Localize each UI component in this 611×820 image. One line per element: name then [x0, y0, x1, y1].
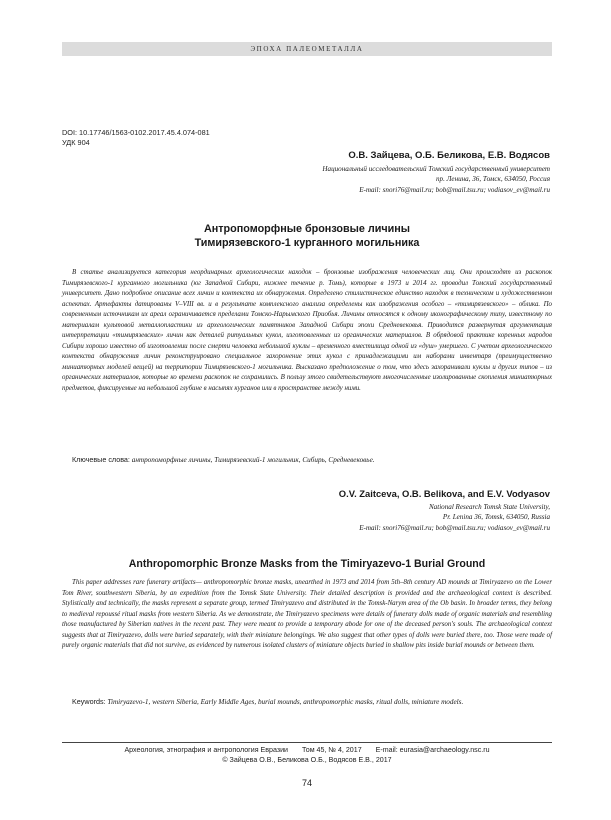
ru-keywords-text: антропоморфные личины, Тимирязевский-1 могильник, Сибирь, Средневековье.: [131, 456, 375, 464]
doi: DOI: 10.17746/1563-0102.2017.45.4.074-081: [62, 128, 210, 137]
ru-affiliation-line: Национальный исследовательский Томский государственный университет: [322, 165, 550, 173]
ru-title: [62, 222, 552, 250]
ru-affiliation-email: E-mail: snori76@mail.ru; bob@mail.tsu.ru; vodiasov_ev@mail.ru: [359, 185, 550, 194]
footer-journal: Археология, этнография и антропология Евразии: [124, 746, 288, 754]
en-authors: O.V. Zaitceva, O.B. Belikova, and E.V. Vodyasov: [338, 488, 550, 499]
en-keywords-label: Keywords:: [72, 697, 106, 706]
footer-journal-line: [62, 746, 552, 754]
en-keywords: [62, 697, 552, 707]
ru-keywords: [62, 455, 552, 465]
en-affiliation-line: National Research Tomsk State University,: [428, 503, 550, 511]
ru-title-line: Тимирязевского-1 курганного могильника: [194, 237, 420, 249]
en-keywords-text: Timiryazevo-1, western Siberia, Early Middle Ages, burial mounds, anthropomorphic masks, ritual dolls, miniature models.: [107, 698, 464, 706]
en-title: Anthropomorphic Bronze Masks from the Timiryazevo-1 Burial Ground: [128, 558, 486, 570]
en-affiliation: [359, 502, 550, 533]
ru-title-line: Антропоморфные бронзовые личины: [203, 223, 411, 235]
ru-authors: О.В. Зайцева, О.Б. Беликова, Е.В. Водясов: [348, 150, 550, 161]
section-header: ЭПОХА ПАЛЕОМЕТАЛЛА: [62, 42, 552, 56]
footer-email: E-mail: eurasia@archaeology.nsc.ru: [375, 746, 490, 754]
footer-volume: Том 45, № 4, 2017: [301, 746, 362, 754]
footer-divider: [62, 742, 552, 743]
ru-keywords-label: Ключевые слова:: [72, 455, 130, 464]
en-affiliation-line: Pr. Lenina 36, Tomsk, 634050, Russia: [442, 513, 550, 522]
page-number: 74: [301, 778, 312, 788]
en-affiliation-email: E-mail: snori76@mail.ru; bob@mail.tsu.ru; vodiasov_ev@mail.ru: [359, 523, 550, 532]
ru-abstract: В статье анализируется категория неординарных археологических находок – бронзовые изображения человеческих лиц. Они происходят из раскопок Тимирязевского-1 курганного могильника (юг Западной Сибири, нижнее течение р. Томь), которые в 1973 и 2014 гг. проводил Томский государственный университет. Дано подробное описание всех личин и контекста их обнаружения. Определено стилистическое единство находок в техническом и художественном аспектах. Артефакты датированы V–VIII вв. и в результате комплексного анализа определены как изображения особого – «тимирязевского» – облика. По современным источникам их ареал ограничивается пределами Томско-Нарымского Приобья. Личины относятся к одному иконографическому типу, известному по материалам культовой металлопластики из археологических памятников Западной Сибири эпохи Средневековья. Приводится развернутая аргументация интерпретации «тимирязевских» личин как деталей ритуальных кукол, изготовленных из органических материалов. В обрядовой практике коренных народов Сибири хорошо известно об изготовлении после смерти человека небольшой куклы – временного вместилища одной из «душ» умершего. С учетом археологического контекста обнаружения личин реконструировано специальное захоронение этих кукол с принадлежащими им наборами инвентаря (преимущественно миниатюрных моделей вещей) на территории Тимирязевского-1 могильника. Высказано предположение о том, что здесь захоранивали куклы и других типов – из органических материалов, которые ко времени раскопок не сохранились. В пользу этого свидетельствуют многочисленные изолированные скопления миниатюрных предметов, фиксируемые на небольшой глубине в насыпях курганов или в пространстве между ними.: [62, 269, 552, 392]
udk: УДК 904: [62, 138, 90, 147]
footer-copyright: © Зайцева О.В., Беликова О.Б., Водясов Е.В., 2017: [222, 756, 392, 764]
en-abstract: This paper addresses rare funerary artifacts— anthropomorphic bronze masks, unearthed in 1973 and 2014 from 5th–8th century AD mounds at Timiryazevo on the Lower Tom River, southwestern Siberia, by an expedition from the Tomsk State University. Their detailed description is provided and the archaeological context is described. Stylistically and technically, the masks represent a separate group, termed Timiryazevo and distributed in the Tomsk-Narym area of the Ob basin. In broader terms, they belong to medieval repoussé ritual masks from western Siberia. As we demonstrate, the Timiryazevo specimens were details of funerary dolls made of organic materials and resembling those manufactured by Siberian natives in the recent past. They were meant to provide a temporary abode for one of the deceased person's souls. The archaeological context suggests that at Timiryazevo, dolls were buried separately, with their miniature belongings. We also suggest that other types of dolls were buried there, too. Those were made of purely organic materials that did not survive, as evidenced by numerous isolated clusters of miniature objects buried in shallow pits inside burial mounds or between them.: [62, 579, 552, 649]
ru-affiliation: [322, 164, 550, 195]
ru-affiliation-line: пр. Ленина, 36, Томск, 634050, Россия: [435, 175, 550, 184]
